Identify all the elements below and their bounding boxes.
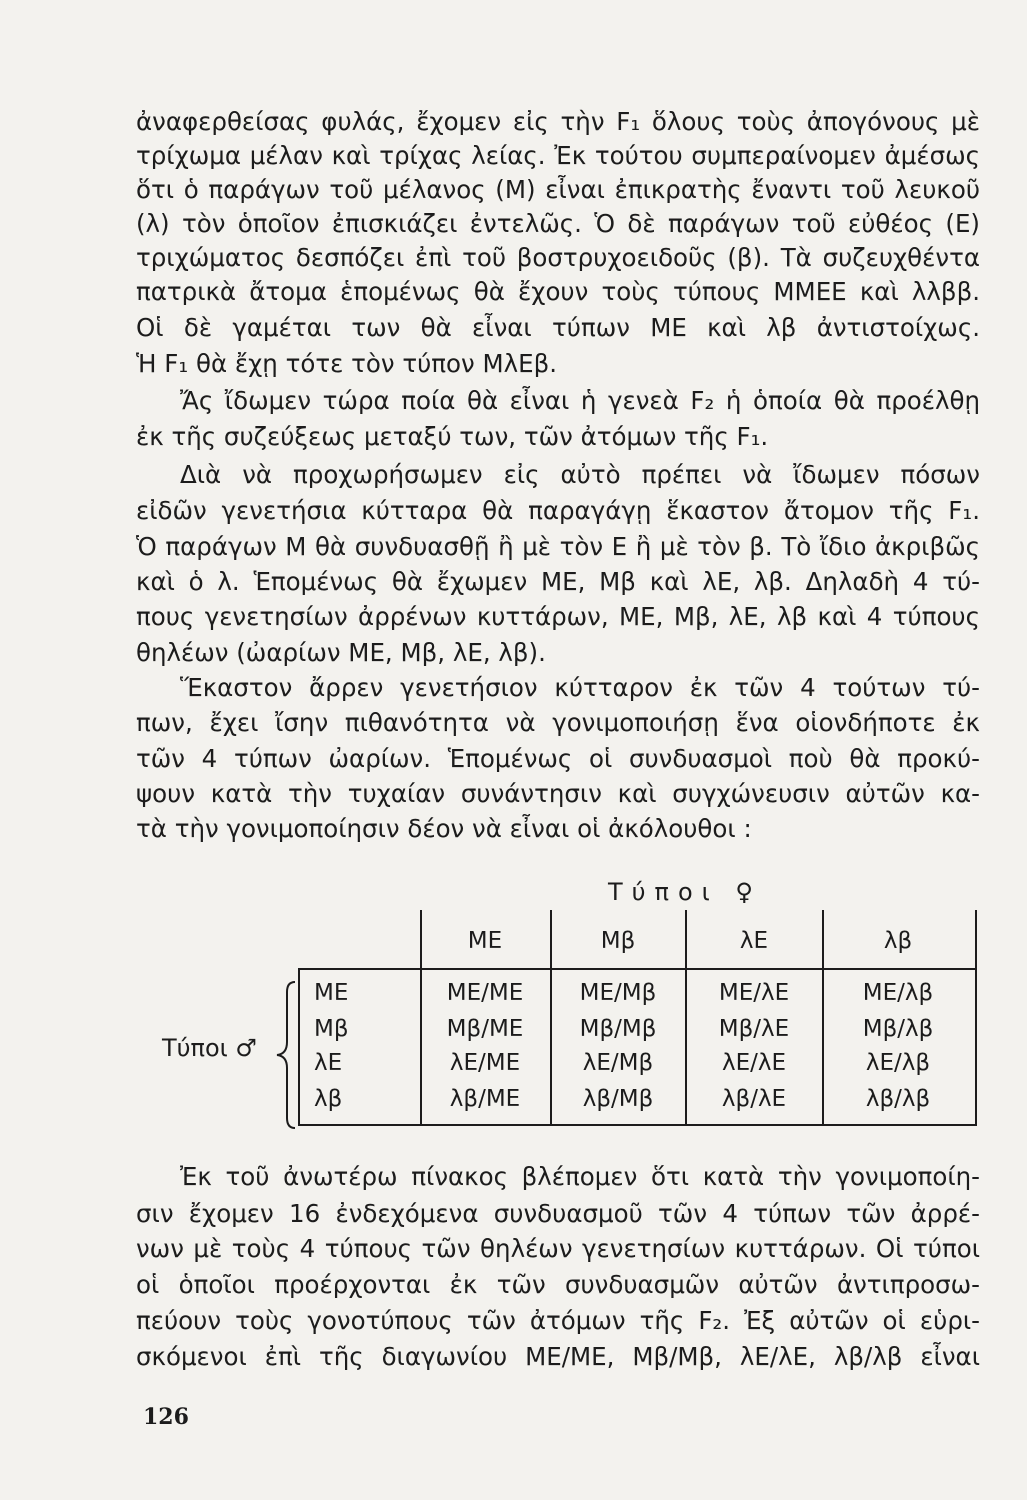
text-line: Ἐκ τοῦ ἀνωτέρω πίνακος βλέπομεν ὅτι κατὰ τὴν γονιμοποίη- — [180, 1162, 980, 1191]
text-line: πεύουν τοὺς γονοτύπους τῶν ἀτόμων τῆς F₂. Ἐξ αὐτῶν οἱ εὑρι- — [136, 1306, 980, 1335]
genotype-table — [300, 910, 980, 1126]
text-line: Ἡ F₁ θὰ ἔχῃ τότε τὸν τύπον ΜλΕβ. — [136, 349, 558, 378]
text-line: σκόμενοι ἐπὶ τῆς διαγωνίου ΜΕ/ΜΕ, Μβ/Μβ, λΕ/λΕ, λβ/λβ εἶναι — [136, 1342, 980, 1371]
text-line: τριχώματος δεσπόζει ἐπὶ τοῦ βοστρυχοειδοῦς (β). Τὰ συζευχθέντα — [136, 243, 980, 272]
text-line: νων μὲ τοὺς 4 τύπους τῶν θηλέων γενετησίων κυττάρων. Οἱ τύποι — [136, 1234, 980, 1263]
text-line: σιν ἔχομεν 16 ἐνδεχόμενα συνδυασμοῦ τῶν 4 τύπων τῶν ἀρρέ- — [136, 1199, 980, 1228]
row-header: λΕ — [314, 1050, 343, 1076]
table-rule — [298, 968, 977, 970]
column-header: Μβ — [600, 928, 636, 954]
column-header: λβ — [883, 928, 913, 954]
text-line: τρίχωμα μέλαν καὶ τρίχας λείας. Ἐκ τούτου συμπεραίνομεν ἀμέσως — [136, 141, 980, 170]
table-cell: λβ/ΜΕ — [449, 1086, 521, 1112]
table-cell: Μβ/λΕ — [718, 1016, 790, 1042]
table-cell: λΕ/ΜΕ — [449, 1050, 521, 1076]
column-header: ΜΕ — [467, 928, 503, 954]
text-line: τὰ τὴν γονιμοποίησιν δέον νὰ εἶναι οἱ ἀκόλουθοι : — [136, 814, 752, 843]
text-line: Ὁ παράγων Μ θὰ συνδυασθῇ ἢ μὲ τὸν Ε ἢ μὲ τὸν β. Τὸ ἴδιο ἀκριβῶς — [136, 532, 980, 561]
table-cell: λΕ/λΕ — [721, 1050, 787, 1076]
table-cell: λβ/Μβ — [582, 1086, 654, 1112]
table-cell: ΜΕ/ΜΕ — [446, 980, 524, 1006]
text-line: Διὰ νὰ προχωρήσωμεν εἰς αὐτὸ πρέπει νὰ ἴδωμεν πόσων — [180, 460, 980, 489]
text-line: θηλέων (ὠαρίων ΜΕ, Μβ, λΕ, λβ). — [136, 638, 546, 667]
table-cell: λβ/λΕ — [721, 1086, 787, 1112]
column-header: λΕ — [739, 928, 769, 954]
text-line: πων, ἔχει ἴσην πιθανότητα νὰ γονιμοποιήσῃ ἕνα οἱονδήποτε ἐκ — [136, 708, 980, 737]
text-line: εἰδῶν γενετήσια κύτταρα θὰ παραγάγῃ ἕκαστον ἄτομον τῆς F₁. — [136, 496, 980, 525]
text-line: τῶν 4 τύπων ὠαρίων. Ἑπομένως οἱ συνδυασμοὶ ποὺ θὰ προκύ- — [136, 744, 980, 773]
table-rule — [420, 910, 422, 1126]
table-rule — [822, 910, 824, 1126]
row-header: λβ — [314, 1086, 343, 1112]
table-rule — [298, 1124, 977, 1126]
table-cell: ΜΕ/λΕ — [718, 980, 790, 1006]
text-line: καὶ ὁ λ. Ἑπομένως θὰ ἔχωμεν ΜΕ, Μβ καὶ λΕ, λβ. Δηλαδὴ 4 τύ- — [136, 567, 980, 596]
text-line: ἐκ τῆς συζεύξεως μεταξύ των, τῶν ἀτόμων τῆς F₁. — [136, 422, 769, 451]
table-cell: ΜΕ/λβ — [862, 980, 934, 1006]
page-number: 126 — [143, 1404, 189, 1430]
table-cell: λΕ/λβ — [865, 1050, 931, 1076]
table-cell: Μβ/λβ — [862, 1016, 934, 1042]
male-types-label: Τύποι ♂ — [162, 1034, 257, 1062]
text-line: ψουν κατὰ τὴν τυχαίαν συνάντησιν καὶ συγχώνευσιν αὐτῶν κα- — [136, 779, 980, 808]
text-line: οἱ ὁποῖοι προέρχονται ἐκ τῶν συνδυασμῶν αὐτῶν ἀντιπροσω- — [136, 1270, 980, 1299]
text-line: πατρικὰ ἄτομα ἑπομένως θὰ ἔχουν τοὺς τύπους ΜΜΕΕ καὶ λλββ. — [136, 277, 980, 306]
text-line: Οἱ δὲ γαμέται των θὰ εἶναι τύπων ΜΕ καὶ λβ ἀντιστοίχως. — [136, 313, 980, 342]
row-header: Μβ — [314, 1016, 349, 1042]
text-line: ἀναφερθείσας φυλάς, ἔχομεν εἰς τὴν F₁ ὅλους τοὺς ἀπογόνους μὲ — [136, 107, 980, 136]
text-line: Ἕκαστον ἄρρεν γενετήσιον κύτταρον ἐκ τῶν 4 τούτων τύ- — [180, 673, 980, 702]
table-cell: λβ/λβ — [865, 1086, 931, 1112]
row-header: ΜΕ — [314, 980, 349, 1006]
table-cell: Μβ/ΜΕ — [446, 1016, 524, 1042]
table-cell: λΕ/Μβ — [582, 1050, 654, 1076]
table-rule — [975, 910, 977, 1126]
text-line: ὅτι ὁ παράγων τοῦ μέλανος (M) εἶναι ἐπικρατὴς ἔναντι τοῦ λευκοῦ — [136, 175, 980, 204]
table-rule — [685, 910, 687, 1126]
table-rule — [550, 910, 552, 1126]
table-caption: Τύποι ♀ — [608, 878, 763, 906]
text-line: Ἄς ἴδωμεν τώρα ποία θὰ εἶναι ἡ γενεὰ F₂ ἡ ὁποία θὰ προέλθῃ — [180, 386, 980, 415]
text-line: πους γενετησίων ἀρρένων κυττάρων, ΜΕ, Μβ, λΕ, λβ καὶ 4 τύπους — [136, 602, 980, 631]
brace-icon — [271, 980, 301, 1130]
table-cell: ΜΕ/Μβ — [579, 980, 657, 1006]
table-cell: Μβ/Μβ — [579, 1016, 657, 1042]
text-line: (λ) τὸν ὁποῖον ἐπισκιάζει ἐντελῶς. Ὁ δὲ παράγων τοῦ εὐθέος (E) — [136, 209, 980, 238]
